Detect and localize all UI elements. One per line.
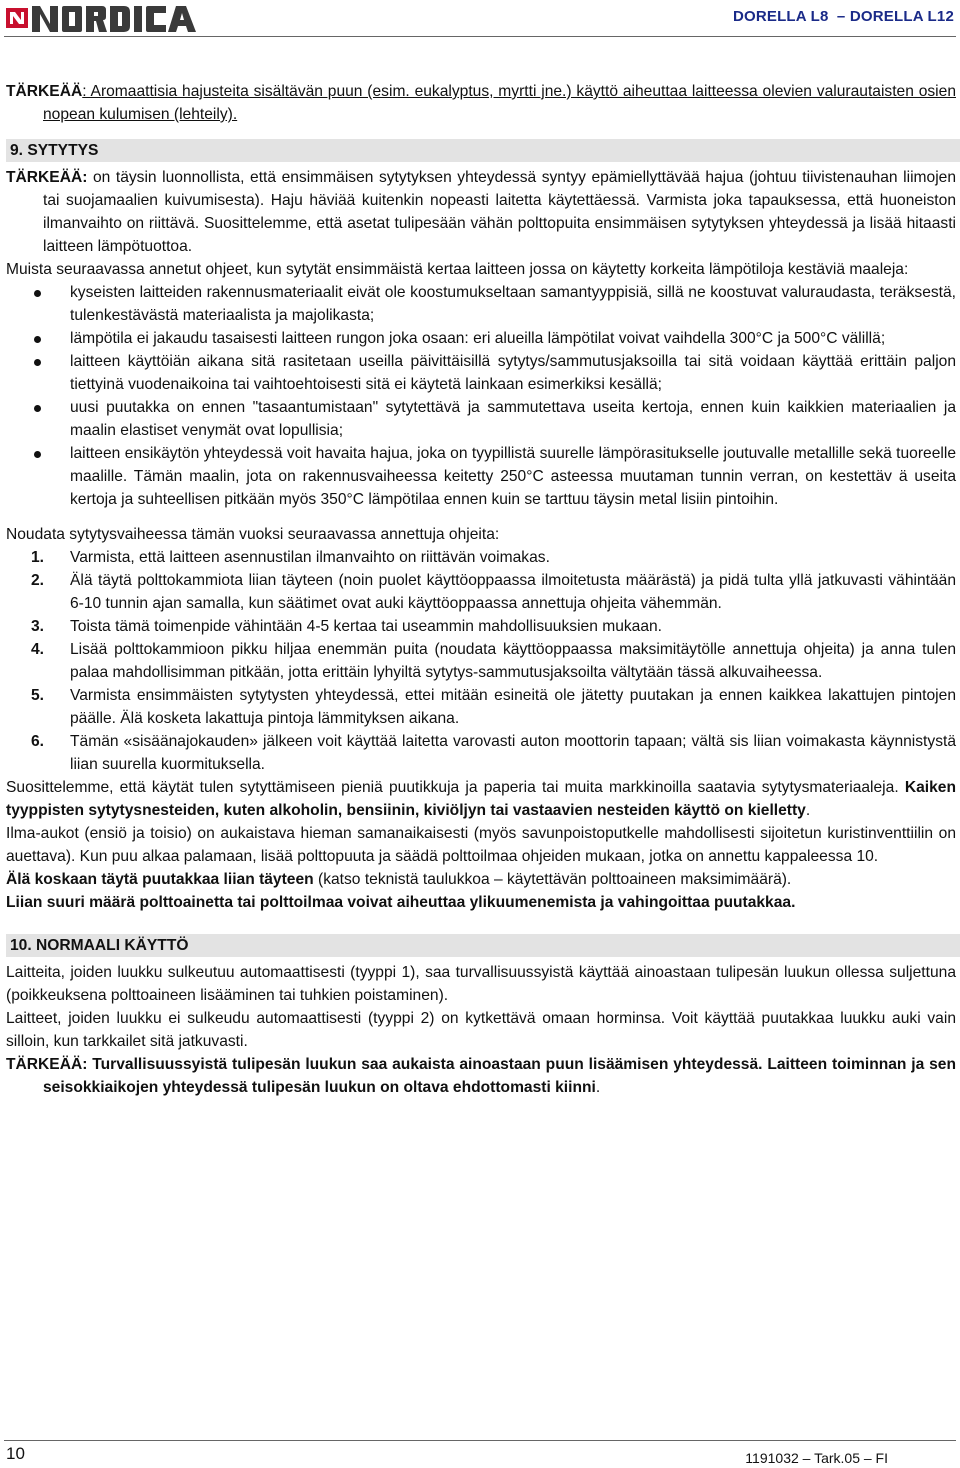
footer-rule — [4, 1440, 956, 1441]
important-label: TÄRKEÄÄ — [6, 83, 83, 100]
section-9-important-label: TÄRKEÄÄ: — [6, 169, 88, 186]
steps-intro: Noudata sytytysvaiheessa tämän vuoksi seuraavassa annettuja ohjeita: — [6, 526, 500, 543]
bullet-icon — [34, 405, 41, 412]
recommend-end: . — [805, 802, 811, 819]
page-number: 10 — [6, 1444, 25, 1463]
section-9-title: 9. SYTYTYS — [6, 139, 960, 162]
page-content — [6, 80, 956, 1099]
never-overfill-bold: Älä koskaan täytä puutakkaa liian täyteen — [6, 871, 314, 888]
nordica-logo — [6, 2, 206, 36]
section-10-important — [6, 1053, 956, 1099]
list-item — [6, 684, 956, 730]
list-item — [6, 546, 956, 569]
step-number: 3. — [31, 618, 45, 635]
list-item — [6, 327, 956, 350]
spacer — [6, 511, 956, 523]
section-9-important-text: on täysin luonnollista, että ensimmäisen sytytyksen yhteydessä syntyy epämiellyttävää hajua (johtuu tiivistenauhan liimojen tai suojamaalien kuivumisesta). Haju häviää kuitenkin nopeasti laitetta käytettäessä. Varmista joka tapauksessa, että huoneiston ilmanvaihto on riittävä. Suosittelemme, että asetat tulipesään vähän polttopuita ensimmäisen sytytyksen yhteydessä ja lisää hitaasti laitteen lämpötuottoa. — [43, 169, 956, 255]
header-rule — [4, 36, 956, 37]
section-10-title: 10. NORMAALI KÄYTTÖ — [6, 934, 960, 957]
bullet-icon — [34, 336, 41, 343]
section-10-important-text: Turvallisuussyistä tulipesän luukun saa aukaista ainoastaan puun lisäämisen yhteydessä. Laitteen toiminnan ja sen seisokkiaikojen yhteydessä tulipesän luukun on oltava ehdottomasti kiinni — [43, 1056, 956, 1096]
list-item — [6, 350, 956, 396]
never-overfill-paragraph — [6, 868, 956, 891]
step-text: Tämän «sisäänajokauden» jälkeen voit käyttää laitetta varovasti auton moottorin tapaan; vältä sis liian voimakasta käynnistystä liian suurella kuormituksella. — [70, 733, 956, 773]
page-header — [0, 0, 960, 40]
section-10-important-end: . — [595, 1079, 601, 1096]
bullet-icon — [34, 359, 41, 366]
recommend-warning: Kaiken tyyppisten sytytysnesteiden, kuten alkoholin, bensiinin, kiviöljyn tai vastaavien nesteiden käyttö on kielletty — [6, 779, 956, 819]
list-item — [6, 396, 956, 442]
section-10-paragraph-1: Laitteita, joiden luukku sulkeutuu automaattisesti (tyyppi 1), saa turvallisuussyistä käyttää ainoastaan tulipesän luukun ollessa suljettuna (poikkeuksena polttoaineen lisääminen tai tuhkien poistaminen). — [6, 964, 956, 1004]
never-overfill-text: (katso teknistä taulukkoa – käytettävän polttoaineen maksimimäärä). — [313, 871, 792, 888]
bullet-text: laitteen käyttöiän aikana sitä rasitetaan useilla päivittäisillä sytytys/sammutusjaksoilla tai sitä voidaan käyttää erittäin paljon tiettyinä vuodenaikoina tai vaihtoehtoisesti sitä ei käytetä lainkaan esimerkiksi kesällä; — [70, 353, 956, 393]
important-note-wood — [6, 80, 956, 126]
step-number: 2. — [31, 572, 45, 589]
model-l8: DORELLA L8 — [732, 8, 829, 25]
model-separator: – — [832, 8, 850, 25]
document-code: 1191032 – Tark.05 – FI — [745, 1450, 888, 1466]
paint-bullet-list — [6, 281, 956, 511]
bullet-icon — [34, 290, 41, 297]
bullet-text: laitteen ensikäytön yhteydessä voit havaita hajua, joka on tyypillistä suurelle lämpörasitukselle joutuvalle metallille sekä tuoreelle maalille. Tämän maalin, jota on rakennusvaiheessa keitetty 250°C asteessa muutaman tunnin verran, on kestettäv ä useita kertoja ja suhteellisen pitkään myös 350°C lämpötilaa ennen kuin se tarttuu täysin metal lisiin pintoihin. — [70, 445, 956, 508]
ignition-steps — [6, 546, 956, 776]
step-text: Älä täytä polttokammiota liian täyteen (noin puolet käyttöoppaassa ilmoitetusta määrästä) ja pidä tulta yllä jatkuvasti vähintään 6-10 tunnin ajan samalla, kun säätimet ovat auki käyttöoppaassa annettuja ohjeita vähemmän. — [70, 572, 956, 612]
bullet-text: kyseisten laitteiden rakennusmateriaalit eivät ole koostumukseltaan samantyyppisiä, sillä ne koostuvat valuraudasta, teräksestä, tulenkestävästä materiaalista ja majolikasta; — [70, 284, 956, 324]
recommend-paragraph — [6, 776, 956, 822]
list-item — [6, 281, 956, 327]
header-model-names — [733, 8, 954, 25]
section-10-paragraph-2: Laitteet, joiden luukku ei sulkeudu automaattisesti (tyyppi 2) on kytkettävä omaan horminsa. Voit käyttää puutakkaa luukku auki vain silloin, kun tarkkailet sitä jatkuvasti. — [6, 1010, 956, 1050]
list-item — [6, 615, 956, 638]
bullet-text: uusi puutakka on ennen "tasaantumistaan" sytytettävä ja sammutettava useita kertoja, ennen kuin kaikkien materiaalien ja maalin elastiset venymät ovat lopullisia; — [70, 399, 956, 439]
step-number: 1. — [31, 549, 45, 566]
list-item — [6, 442, 956, 511]
bullet-text: lämpötila ei jakaudu tasaisesti laitteen rungon joka osaan: eri alueilla lämpötilat voivat vaihdella 300°C ja 500°C välillä; — [70, 330, 886, 347]
overheat-warning — [6, 891, 956, 914]
step-text: Varmista ensimmäisten sytytysten yhteydessä, ettei mitään esineitä ole jätetty puutakan ja ennen kaikkea lakattujen pintojen päälle. Älä kosketa lakattuja pintoja lämmityksen aikana. — [70, 687, 956, 727]
step-text: Lisää polttokammioon pikku hiljaa enemmän puita (noudata käyttöoppaassa maksimitäytölle annettuja ohjeita) ja anna tulen palaa mahdollisimman pitkään, jotta erittäin lyhyiltä sytytys-sammutusjaksoilta vältytään tässä alkuvaiheessa. — [70, 641, 956, 681]
overheat-warning-text: Liian suuri määrä polttoainetta tai polttoilmaa voivat aiheuttaa ylikuumenemista ja vahingoittaa puutakkaa. — [6, 894, 796, 911]
important-note-text: : Aromaattisia hajusteita sisältävän puun (esim. eukalyptus, myrtti jne.) käyttö aiheuttaa laitteessa olevien valurautaisten osien nopean kulumisen (lehteily). — [43, 83, 956, 123]
step-text: Toista tämä toimenpide vähintään 4-5 kertaa tai useammin mahdollisuuksien mukaan. — [70, 618, 663, 635]
air-vent-paragraph: Ilma-aukot (ensiö ja toisio) on aukaistava hieman samanaikaisesti (myös savunpoistoputkelle mahdollisesti sijoitetun kuristinventtiilin on auettava). Kun puu alkaa palamaan, lisää polttopuuta ja säädä polttoilmaa ohjeiden mukaan, jotka on annettu kappaleessa 10. — [6, 825, 956, 865]
model-l12: DORELLA L12 — [849, 8, 954, 25]
step-text: Varmista, että laitteen asennustilan ilmanvaihto on riittävän voimakas. — [70, 549, 550, 566]
list-item — [6, 569, 956, 615]
step-number: 6. — [31, 733, 45, 750]
list-item — [6, 730, 956, 776]
recommend-text: Suosittelemme, että käytät tulen sytyttämiseen pieniä puutikkuja ja paperia tai muita markkinoilla saatavia sytytysmateriaaleja. — [6, 779, 905, 796]
step-number: 4. — [31, 641, 45, 658]
bullet-icon — [34, 451, 41, 458]
step-number: 5. — [31, 687, 45, 704]
section-9-intro: Muista seuraavassa annetut ohjeet, kun sytytät ensimmäistä kertaa laitteen jossa on käytetty korkeita lämpötiloja kestäviä maaleja: — [6, 261, 909, 278]
list-item — [6, 638, 956, 684]
section-10-important-label: TÄRKEÄÄ: — [6, 1056, 88, 1073]
section-9-important — [6, 166, 956, 258]
